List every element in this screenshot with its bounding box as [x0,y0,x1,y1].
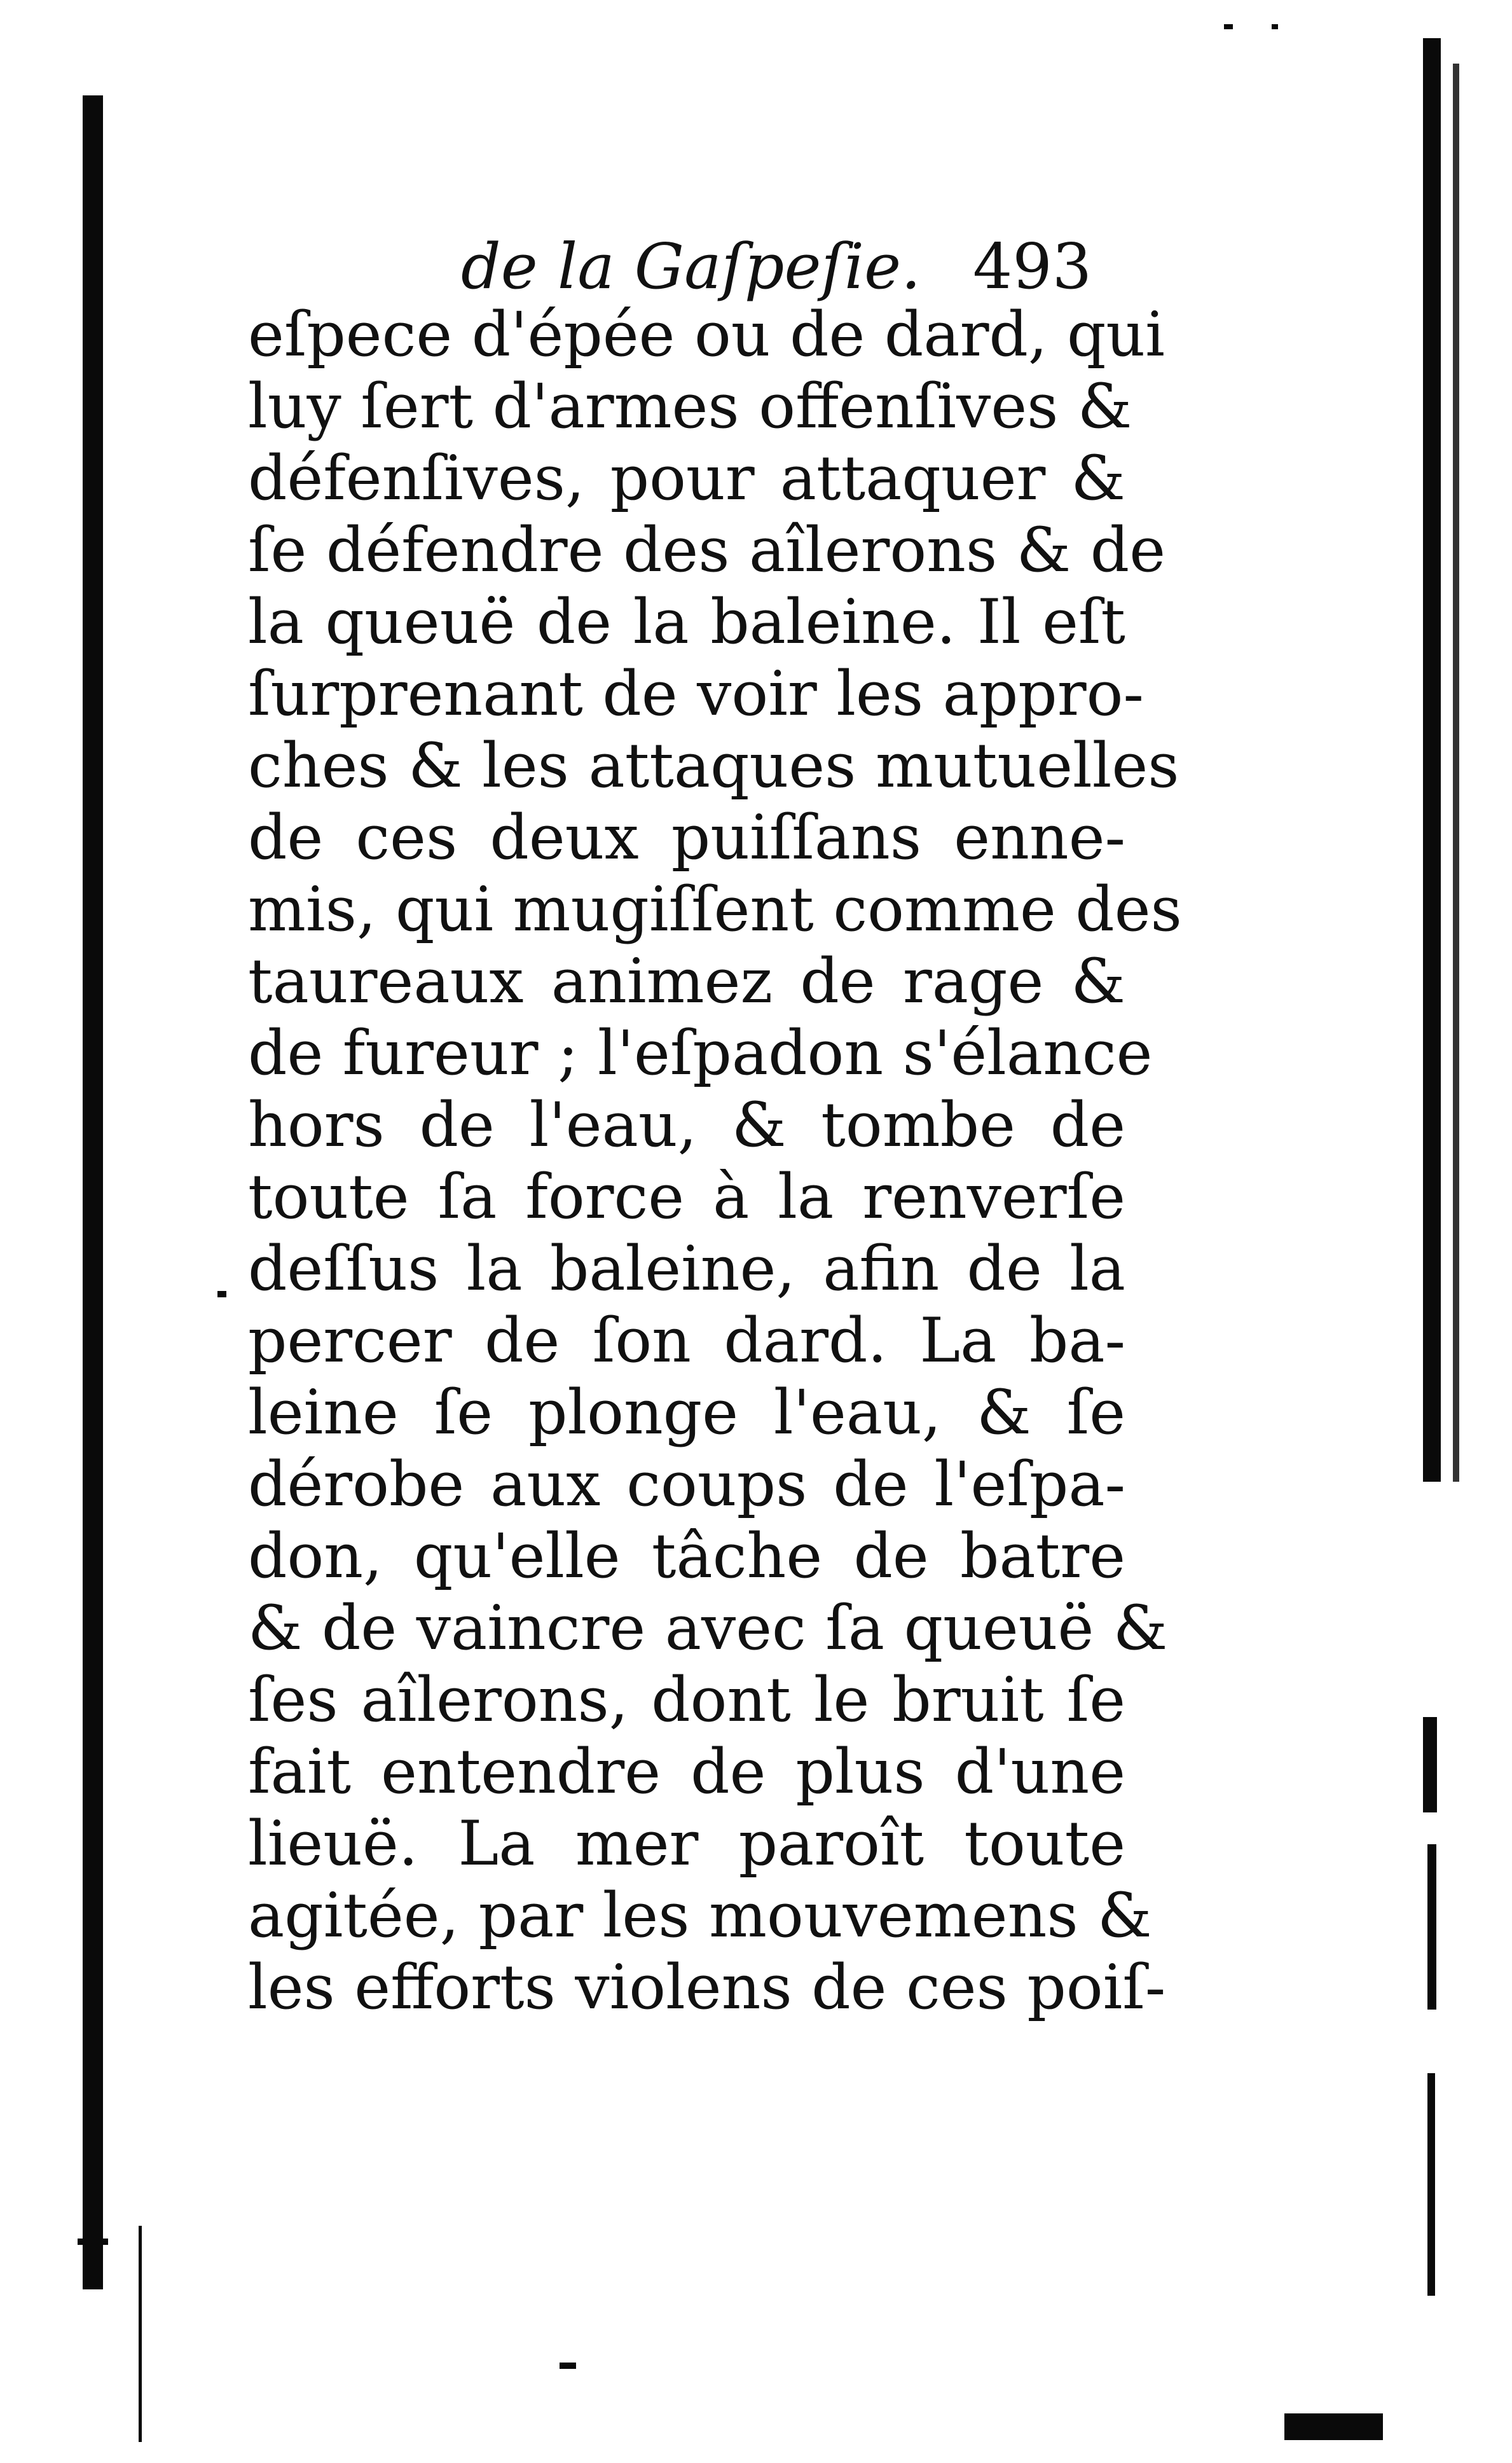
text-line: & de vaincre avec ſa queuë & [248,1592,1168,1664]
text-line: dérobe aux coups de l'eſpa- [248,1449,1125,1520]
text-line: fait entendre de plus d'une [248,1736,1125,1807]
scan-speck [1272,24,1278,29]
scan-mark-block [1284,2413,1383,2440]
scan-speck [560,2363,576,2369]
text-line: de ces deux puiſſans enne- [248,802,1125,873]
text-line: ches & les attaques mutuelles [248,730,1179,801]
running-header [254,229,1144,305]
text-line: eſpece d'épée ou de dard, qui [248,299,1165,370]
scan-mark [78,2239,108,2245]
text-line: ſes aîlerons, dont le bruit ſe [248,1664,1125,1735]
text-line: les efforts violens de ces poiſ- [248,1952,1166,2023]
scan-border-left-thin [139,2226,142,2442]
running-title: de la Gaſpeſie. [461,231,921,303]
scan-speck [1224,24,1233,29]
text-line: leine ſe plonge l'eau, & ſe [248,1377,1125,1448]
scan-border-right-fragment [1427,2073,1435,2296]
scan-border-right-fragment [1423,1717,1437,1812]
page-number: 493 [973,231,1092,303]
text-line: deſſus la baleine, afin de la [248,1233,1125,1304]
text-line: toute ſa force à la renverſe [248,1161,1125,1232]
text-line: mis, qui mugiſſent comme des [248,874,1182,945]
body-text [248,299,1182,2024]
text-line: défenſives, pour attaquer & [248,443,1125,514]
text-line: de fureur ; l'eſpadon s'élance [248,1018,1153,1089]
text-line: hors de l'eau, & tombe de [248,1089,1125,1161]
text-line: ſurprenant de voir les appro- [248,658,1144,729]
scan-border-left [83,95,103,2289]
text-line: la queuë de la baleine. Il eſt [248,586,1125,658]
text-line: percer de ſon dard. La ba- [248,1305,1125,1376]
scan-border-right-fragment [1427,1844,1436,2010]
scan-border-right-edge [1453,64,1459,1482]
text-line: lieuë. La mer paroît toute [248,1808,1125,1879]
text-line: agitée, par les mouvemens & [248,1880,1152,1951]
text-line: don, qu'elle tâche de batre [248,1521,1125,1592]
text-line: taureaux animez de rage & [248,946,1125,1017]
scan-border-right [1423,38,1441,1482]
scan-speck [217,1291,226,1297]
text-line: luy ſert d'armes offenſives & [248,371,1132,442]
text-line: ſe défendre des aîlerons & de [248,514,1165,586]
